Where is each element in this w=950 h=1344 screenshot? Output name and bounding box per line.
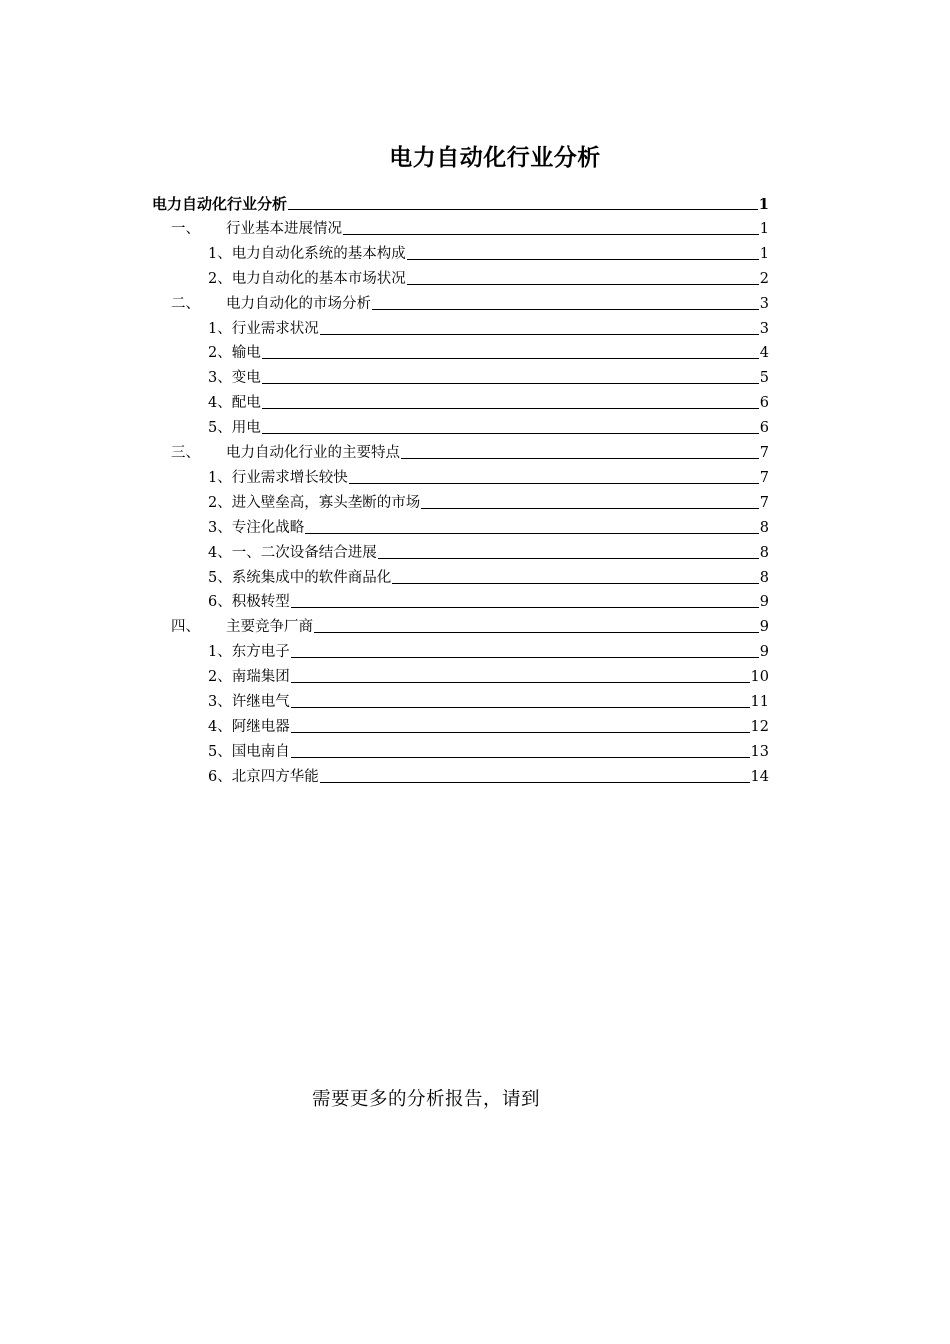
toc-entry-title: 主要竞争厂商	[226, 619, 313, 636]
toc-entry-page-number: 6	[759, 420, 769, 437]
toc-entry-title: 积极转型	[231, 594, 290, 611]
toc-leader-line	[407, 283, 759, 285]
toc-entry-title: 进入壁垒高，寡头垄断的市场	[231, 494, 421, 511]
toc-entry-number: 3、	[208, 370, 232, 387]
toc-entry-page-number: 10	[750, 669, 769, 686]
footer-note: 需要更多的分析报告，请到	[312, 1089, 541, 1110]
toc-entry-number: 1、	[208, 245, 232, 262]
toc-entry-page-number: 9	[759, 619, 769, 636]
toc-entry-title: 行业基本进展情况	[226, 220, 342, 237]
toc-entry[interactable]	[208, 736, 769, 761]
toc-entry-page-number: 7	[759, 445, 769, 461]
toc-entry[interactable]	[208, 537, 769, 562]
toc-entry-number: 4、	[208, 544, 232, 561]
toc-leader-line	[291, 706, 750, 708]
toc-entry-number: 一、	[171, 220, 200, 237]
toc-entry[interactable]	[208, 362, 769, 387]
toc-entry-title: 专注化战略	[231, 519, 305, 536]
toc-entry-title: 国电南自	[231, 743, 290, 760]
toc-entry-title: 电力自动化系统的基本构成	[231, 245, 406, 262]
toc-entry-title: 电力自动化的基本市场状况	[231, 270, 406, 287]
toc-leader-line	[378, 557, 759, 559]
toc-entry-page-number: 9	[759, 644, 769, 661]
toc-entry-page-number: 1	[759, 245, 769, 262]
toc-entry-number: 4、	[208, 395, 232, 412]
toc-leader-line	[314, 631, 759, 633]
toc-entry[interactable]	[208, 586, 769, 611]
toc-entry-title: 变电	[231, 370, 261, 387]
toc-entry-title: 东方电子	[231, 644, 290, 661]
toc-entry-title: 许继电气	[231, 694, 290, 710]
toc-entry-page-number: 1	[759, 220, 769, 237]
toc-leader-line	[291, 731, 750, 733]
toc-leader-line	[262, 382, 759, 384]
toc-entry-number: 二、	[171, 295, 200, 312]
toc-entry-number: 5、	[208, 743, 232, 760]
toc-leader-line	[349, 482, 759, 484]
toc-entry[interactable]	[171, 611, 769, 636]
toc-entry[interactable]	[208, 313, 769, 338]
toc-entry[interactable]	[208, 263, 769, 288]
toc-entry-page-number: 8	[759, 544, 769, 561]
toc-leader-line	[320, 781, 750, 783]
toc-leader-line	[291, 606, 759, 608]
toc-entry-title: 北京四方华能	[231, 768, 319, 785]
toc-leader-line	[407, 258, 759, 260]
toc-entry-number: 三、	[171, 445, 200, 461]
toc-leader-line	[421, 507, 759, 509]
toc-entry-page-number: 11	[750, 694, 769, 710]
toc-entry[interactable]	[171, 288, 769, 313]
toc-entry-page-number: 3	[759, 320, 769, 337]
toc-entry-title: 阿继电器	[231, 718, 290, 735]
toc-entry-number: 3、	[208, 694, 232, 710]
toc-leader-line	[291, 656, 759, 658]
toc-entry[interactable]	[152, 188, 769, 213]
toc-leader-line	[291, 681, 750, 683]
toc-entry-title: 系统集成中的软件商品化	[231, 569, 392, 586]
toc-entry-page-number: 9	[759, 594, 769, 611]
toc-entry-title: 输电	[231, 345, 261, 362]
toc-entry[interactable]	[208, 487, 769, 512]
toc-entry-number: 1、	[208, 469, 232, 486]
toc-entry-title: 南瑞集团	[231, 669, 290, 686]
toc-leader-line	[288, 208, 758, 210]
toc-entry-page-number: 8	[759, 519, 769, 536]
toc-entry[interactable]	[208, 462, 769, 487]
document-title: 电力自动化行业分析	[389, 145, 601, 171]
toc-entry-page-number: 2	[759, 270, 769, 287]
toc-entry-page-number: 7	[759, 494, 769, 511]
toc-entry-page-number: 7	[759, 469, 769, 486]
toc-entry-page-number: 8	[759, 569, 769, 586]
toc-entry[interactable]	[208, 562, 769, 587]
toc-leader-line	[262, 407, 759, 409]
toc-entry-number: 3、	[208, 519, 232, 536]
toc-entry-number: 2、	[208, 345, 232, 362]
toc-entry[interactable]	[208, 412, 769, 437]
toc-leader-line	[305, 532, 759, 534]
toc-entry-page-number: 3	[759, 295, 769, 312]
toc-entry-page-number: 12	[750, 718, 769, 735]
toc-leader-line	[262, 357, 759, 359]
toc-entry-title: 电力自动化行业分析	[152, 195, 288, 213]
toc-leader-line	[291, 756, 750, 758]
toc-entry-number: 2、	[208, 494, 232, 511]
toc-entry-page-number: 13	[750, 743, 769, 760]
toc-leader-line	[262, 432, 759, 434]
toc-entry-title: 行业需求增长较快	[231, 469, 348, 486]
toc-entry-title: 行业需求状况	[231, 320, 319, 337]
toc-entry-number: 四、	[171, 619, 200, 636]
toc-entry[interactable]	[171, 213, 769, 238]
toc-entry-page-number: 1	[758, 195, 769, 213]
toc-entry-number: 1、	[208, 644, 232, 661]
toc-entry-page-number: 14	[750, 768, 769, 785]
toc-entry[interactable]	[208, 512, 769, 537]
toc-entry-title: 电力自动化的市场分析	[226, 295, 371, 312]
toc-entry-number: 2、	[208, 270, 232, 287]
toc-entry-number: 5、	[208, 420, 232, 437]
toc-entry[interactable]	[208, 387, 769, 412]
toc-entry-page-number: 4	[759, 345, 769, 362]
toc-leader-line	[401, 457, 759, 459]
toc-entry-number: 2、	[208, 669, 232, 686]
toc-entry-page-number: 6	[759, 395, 769, 412]
toc-leader-line	[320, 333, 759, 335]
toc-entry[interactable]	[208, 636, 769, 661]
toc-entry[interactable]	[208, 686, 769, 711]
toc-entry[interactable]	[208, 238, 769, 263]
toc-entry-number: 5、	[208, 569, 232, 586]
toc-entry-page-number: 5	[759, 370, 769, 387]
toc-entry-title: 配电	[231, 395, 261, 412]
toc-leader-line	[343, 233, 759, 235]
toc-entry-number: 6、	[208, 594, 232, 611]
toc-entry-title: 电力自动化行业的主要特点	[226, 445, 400, 461]
toc-entry[interactable]	[171, 437, 769, 462]
toc-leader-line	[392, 582, 759, 584]
toc-entry[interactable]	[208, 661, 769, 686]
toc-entry[interactable]	[208, 711, 769, 736]
toc-entry-number: 1、	[208, 320, 232, 337]
toc-leader-line	[372, 308, 759, 310]
toc-entry-title: 一、二次设备结合进展	[231, 544, 377, 561]
toc-entry-title: 用电	[231, 420, 261, 437]
toc-entry[interactable]	[208, 337, 769, 362]
toc-entry-number: 6、	[208, 768, 232, 785]
toc-entry[interactable]	[208, 761, 769, 786]
toc-entry-number: 4、	[208, 718, 232, 735]
